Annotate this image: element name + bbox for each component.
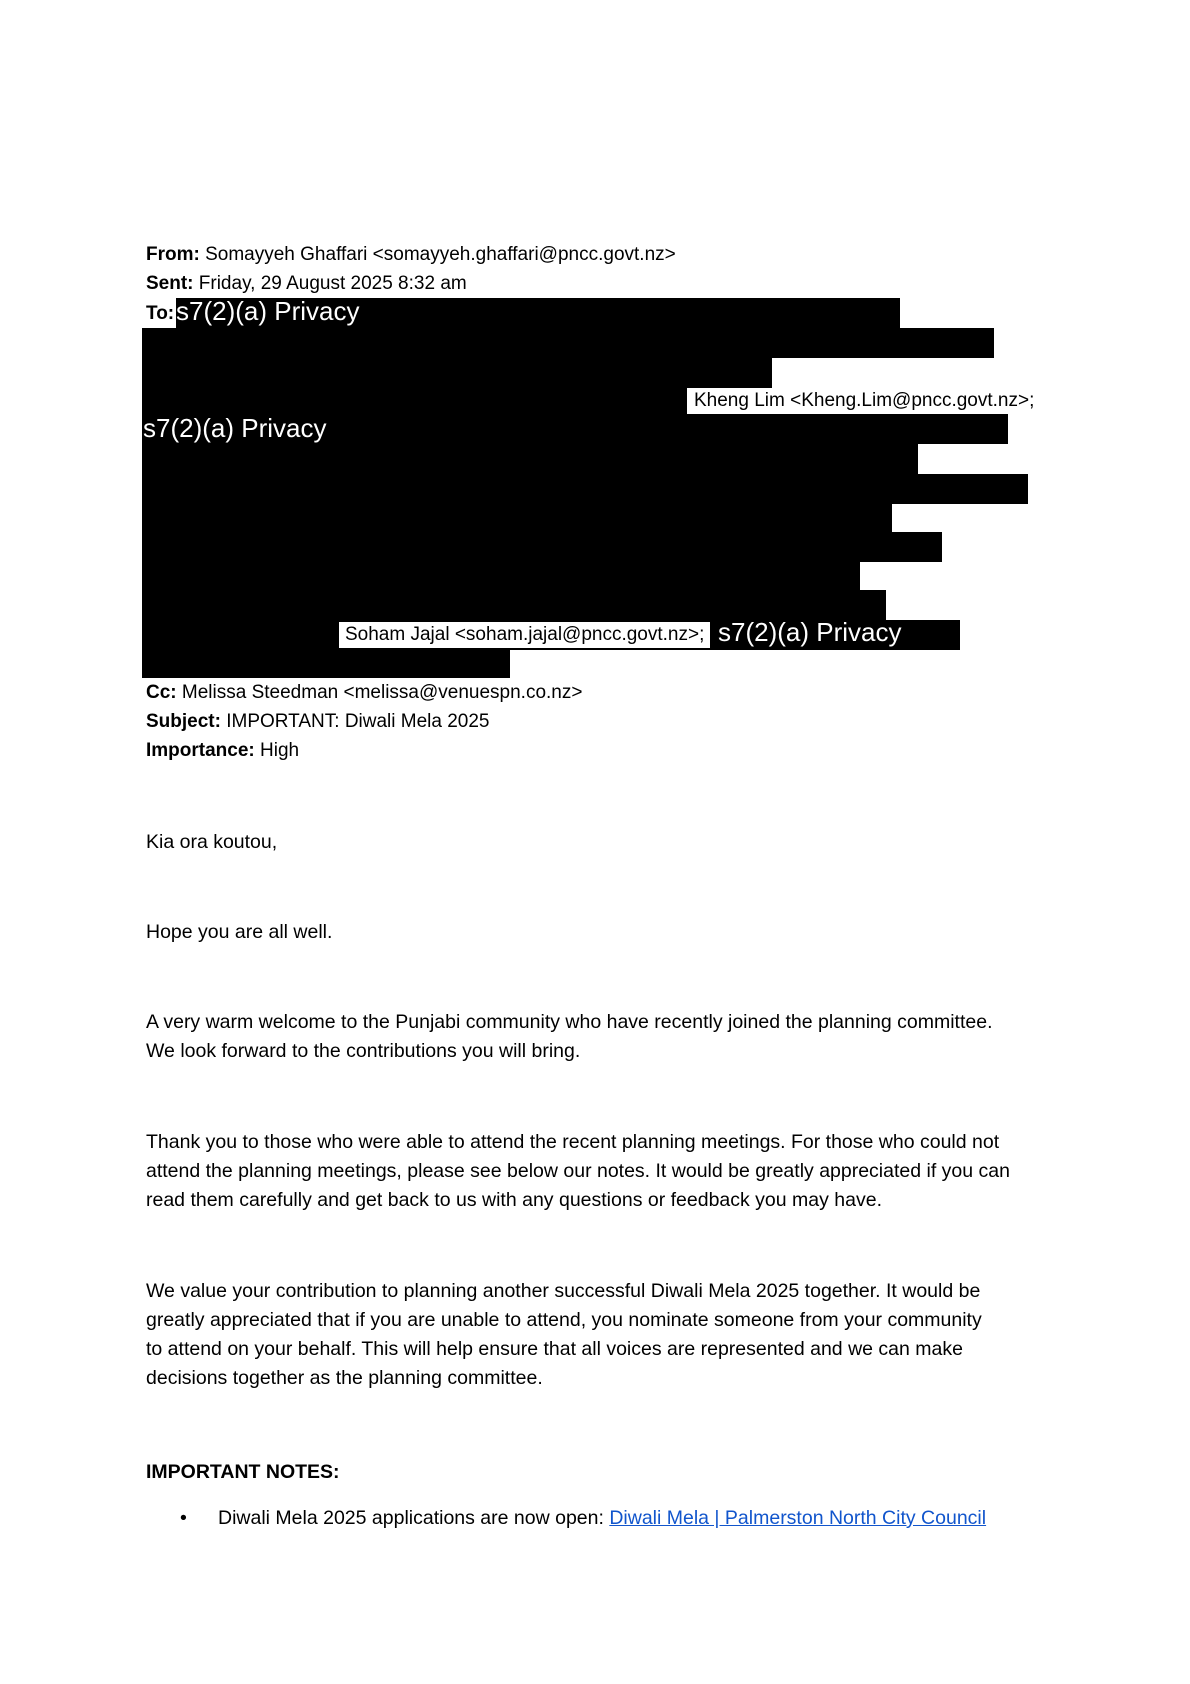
- subject-value: IMPORTANT: Diwali Mela 2025: [226, 711, 490, 732]
- bullet-icon: •: [180, 1507, 187, 1529]
- recipient-soham-jajal: Soham Jajal <soham.jajal@pncc.govt.nz>;: [339, 622, 710, 648]
- important-notes-heading: IMPORTANT NOTES:: [146, 1461, 340, 1483]
- to-line: [146, 302, 174, 326]
- diwali-mela-link[interactable]: Diwali Mela | Palmerston North City Council: [609, 1507, 987, 1529]
- cc-label: Cc:: [146, 682, 177, 703]
- redaction-block: [142, 590, 886, 620]
- redaction-label: s7(2)(a) Privacy: [143, 413, 327, 443]
- redaction-block: [142, 562, 860, 590]
- redaction-block: [142, 532, 942, 562]
- redaction-block: [142, 474, 1028, 504]
- importance-line: [146, 739, 299, 763]
- from-label: From:: [146, 244, 200, 265]
- cc-line: [146, 681, 582, 705]
- to-label: To:: [146, 303, 175, 324]
- paragraph-1: Hope you are all well.: [146, 921, 333, 943]
- subject-line: [146, 710, 490, 734]
- redaction-label: s7(2)(a) Privacy: [176, 296, 360, 326]
- importance-label: Importance:: [146, 740, 255, 761]
- bullet-text: Diwali Mela 2025 applications are now open:: [218, 1507, 610, 1529]
- paragraph-4: We value your contribution to planning another successful Diwali Mela 2025 together. It would be greatly appreciated that if you are unable to attend, you nominate someone from your community to attend on your behalf. This will help ensure that all voices are represented and we can make decisions together as the planning committee.: [146, 1280, 982, 1389]
- redaction-block: [142, 388, 687, 414]
- paragraph-3: Thank you to those who were able to attend the recent planning meetings. For those who could not attend the planning meetings, please see below our notes. It would be greatly appreciated if you can read them carefully and get back to us with any questions or feedback you may have.: [146, 1131, 1010, 1211]
- sent-value: Friday, 29 August 2025 8:32 am: [198, 273, 467, 294]
- recipient-kheng-lim: Kheng Lim <Kheng.Lim@pncc.govt.nz>;: [688, 388, 1040, 414]
- subject-label: Subject:: [146, 711, 221, 732]
- greeting: Kia ora koutou,: [146, 831, 278, 853]
- importance-value: High: [260, 740, 300, 761]
- redaction-label: s7(2)(a) Privacy: [718, 617, 902, 647]
- redaction-block: [142, 444, 918, 474]
- sent-line: [146, 272, 467, 296]
- from-value: Somayyeh Ghaffari <somayyeh.ghaffari@pncc.govt.nz>: [205, 244, 676, 265]
- cc-value: Melissa Steedman <melissa@venuespn.co.nz>: [181, 682, 583, 703]
- redaction-block: [142, 328, 994, 358]
- list-item: [180, 1507, 986, 1530]
- paragraph-2: A very warm welcome to the Punjabi community who have recently joined the planning committee. We look forward to the contributions you will bring.: [146, 1011, 993, 1062]
- redaction-block: [142, 650, 510, 678]
- from-line: [146, 243, 676, 267]
- redaction-block: [142, 504, 892, 532]
- redaction-block: [142, 358, 772, 388]
- sent-label: Sent:: [146, 273, 194, 294]
